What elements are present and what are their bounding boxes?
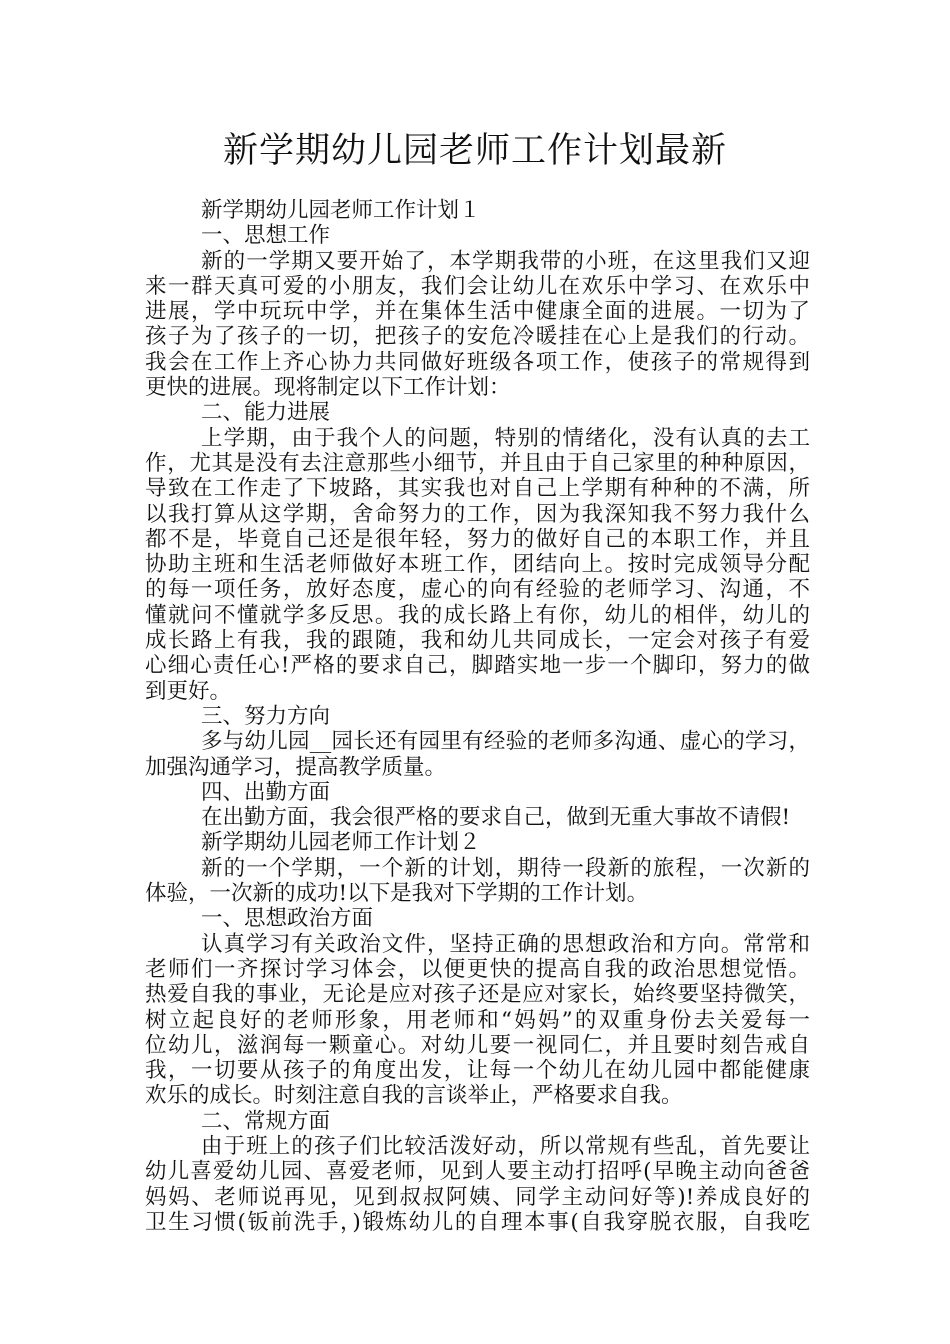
text-line: 我，一切要从孩子的角度出发，让每一个幼儿在幼儿园中都能健康 <box>145 1058 810 1084</box>
text-line: 二、能力进展 <box>201 400 331 426</box>
text-line: 以我打算从这学期，舍命努力的工作，因为我深知我不努力我什么 <box>145 501 810 527</box>
text-line: 热爱自我的事业，无论是应对孩子还是应对家长，始终要坚持微笑， <box>145 982 810 1008</box>
text-line: 到更好。 <box>145 678 232 704</box>
text-line: 的每一项任务，放好态度，虚心的向有经验的老师学习、沟通，不 <box>145 577 810 603</box>
text-line: 四、出勤方面 <box>201 779 331 805</box>
text-line: 体验，一次新的成功!以下是我对下学期的工作计划。 <box>145 881 649 907</box>
document-body <box>145 198 810 1235</box>
text-line: 都不是，毕竟自己还是很年轻，努力的做好自己的本职工作，并且 <box>145 526 810 552</box>
text-line: 我会在工作上齐心协力共同做好班级各项工作，使孩子的常规得到 <box>145 349 810 375</box>
text-line: 多与幼儿园__园长还有园里有经验的老师多沟通、虚心的学习， <box>201 729 810 755</box>
text-line: 一、思想政治方面 <box>201 906 374 932</box>
text-line: 欢乐的成长。时刻注意自我的言谈举止，严格要求自我。 <box>145 1083 683 1109</box>
text-line: 幼儿喜爱幼儿园、喜爱老师，见到人要主动打招呼(早晚主动向爸爸 <box>145 1159 810 1185</box>
text-line: 新学期幼儿园老师工作计划１ <box>201 198 481 223</box>
text-line: 加强沟通学习，提高教学质量。 <box>145 754 447 780</box>
text-line: 协助主班和生活老师做好本班工作，团结向上。按时完成领导分配 <box>145 552 810 578</box>
text-line: 懂就问不懂就学多反思。我的成长路上有你，幼儿的相伴，幼儿的 <box>145 602 810 628</box>
text-line: 由于班上的孩子们比较活泼好动，所以常规有些乱，首先要让 <box>201 1133 810 1159</box>
text-line: 来一群天真可爱的小朋友，我们会让幼儿在欢乐中学习、在欢乐中 <box>145 273 810 299</box>
text-line: 上学期，由于我个人的问题，特别的情绪化，没有认真的去工 <box>201 425 810 451</box>
text-line: 妈妈、老师说再见，见到叔叔阿姨、同学主动问好等)!养成良好的 <box>145 1184 810 1210</box>
text-line: 新的一个学期，一个新的计划，期待一段新的旅程，一次新的 <box>201 855 810 881</box>
text-line: 成长路上有我，我的跟随，我和幼儿共同成长，一定会对孩子有爱 <box>145 628 810 654</box>
text-line: 导致在工作走了下坡路，其实我也对自己上学期有种种的不满，所 <box>145 476 810 502</box>
document-title: 新学期幼儿园老师工作计划最新 <box>222 131 727 171</box>
text-line: 新的一学期又要开始了，本学期我带的小班，在这里我们又迎 <box>201 248 810 274</box>
text-line: 在出勤方面，我会很严格的要求自己，做到无重大事故不请假! <box>201 805 791 831</box>
text-line: 认真学习有关政治文件，坚持正确的思想政治和方向。常常和 <box>201 931 810 957</box>
text-line: 新学期幼儿园老师工作计划２ <box>201 830 481 856</box>
text-line: 进展，学中玩玩中学，并在集体生活中健康全面的进展。一切为了 <box>145 299 810 325</box>
text-line: 三、努力方向 <box>201 703 331 729</box>
text-line: 位幼儿，滋润每一颗童心。对幼儿要一视同仁，并且要时刻告戒自 <box>145 1032 810 1058</box>
text-line: 树立起良好的老师形象，用老师和“妈妈”的双重身份去关爱每一 <box>145 1007 810 1033</box>
text-line: 孩子为了孩子的一切，把孩子的安危冷暖挂在心上是我们的行动。 <box>145 324 810 350</box>
text-line: 更快的进展。现将制定以下工作计划： <box>145 375 511 401</box>
text-line: 老师们一齐探讨学习体会，以便更快的提高自我的政治思想觉悟。 <box>145 956 810 982</box>
text-line: 卫生习惯(钣前洗手，)锻炼幼儿的自理本事(自我穿脱衣服，自我吃 <box>145 1209 810 1235</box>
text-line: 心细心责任心!严格的要求自己，脚踏实地一步一个脚印，努力的做 <box>145 653 810 679</box>
text-line: 二、常规方面 <box>201 1108 331 1134</box>
text-line: 作，尤其是没有去注意那些小细节，并且由于自己家里的种种原因， <box>145 450 810 476</box>
text-line: 一、思想工作 <box>201 223 331 249</box>
